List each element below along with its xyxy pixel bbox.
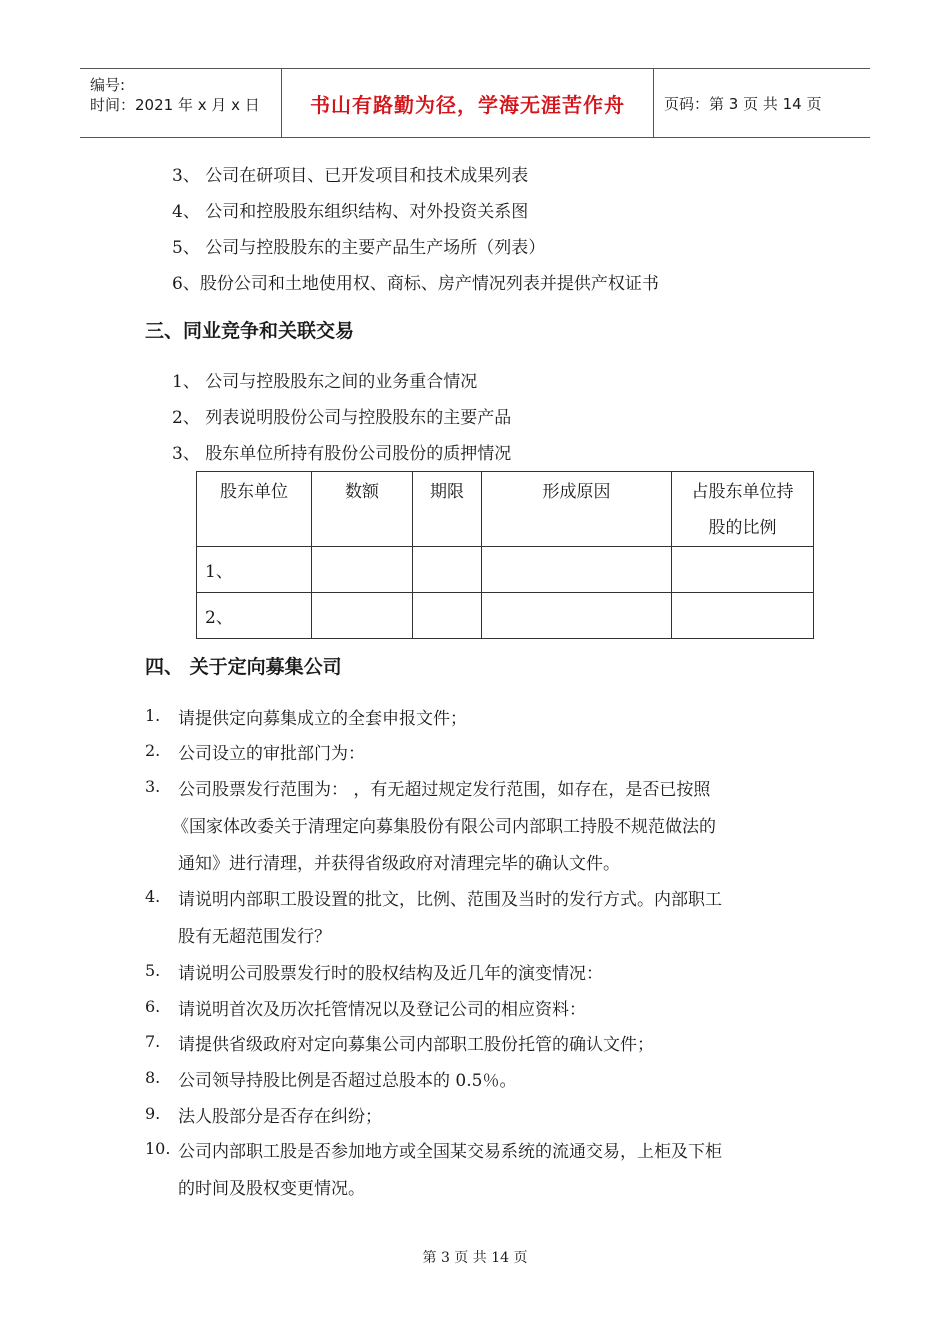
item-number: 8. <box>145 1068 161 1087</box>
list-item: 法人股部分是否存在纠纷； <box>178 1107 382 1127</box>
table-row <box>197 593 814 639</box>
header-divider <box>653 69 654 137</box>
column-header: 数额 <box>312 472 413 547</box>
item-number: 4. <box>145 887 161 906</box>
page-header <box>80 68 870 138</box>
table-cell <box>413 547 482 593</box>
table-cell: 1、 <box>197 547 312 593</box>
list-item: 公司股票发行范围为： ，有无超过规定发行范围，如存在，是否已按照 <box>178 780 711 800</box>
list-item: 1、 公司与控股股东之间的业务重合情况 <box>172 372 478 392</box>
list-item-continuation: 股有无超范围发行？ <box>178 927 331 947</box>
list-item: 3、 股东单位所持有股份公司股份的质押情况 <box>172 444 512 464</box>
list-item-continuation: 的时间及股权变更情况。 <box>178 1179 365 1199</box>
table-cell <box>413 593 482 639</box>
list-item: 公司领导持股比例是否超过总股本的 0.5％。 <box>178 1071 517 1091</box>
list-item: 公司内部职工股是否参加地方或全国某交易系统的流通交易，上柜及下柜 <box>178 1142 722 1162</box>
list-item: 公司设立的审批部门为： <box>178 744 365 764</box>
item-number: 2. <box>145 741 161 760</box>
document-date-label: 时间：2021 年 x 月 x 日 <box>90 96 260 114</box>
item-number: 1. <box>145 706 161 725</box>
header-left <box>90 75 260 115</box>
table-cell <box>672 593 814 639</box>
header-page-label: 页码：第 3 页 共 14 页 <box>664 95 822 113</box>
list-item: 请说明首次及历次托管情况以及登记公司的相应资料： <box>178 1000 586 1020</box>
column-header: 股东单位 <box>197 472 312 547</box>
column-header: 形成原因 <box>482 472 672 547</box>
list-item: 3、 公司在研项目、已开发项目和技术成果列表 <box>172 166 529 186</box>
list-item: 请说明内部职工股设置的批文，比例、范围及当时的发行方式。内部职工 <box>178 890 722 910</box>
list-item-continuation: 通知》进行清理，并获得省级政府对清理完毕的确认文件。 <box>178 854 620 874</box>
column-header: 期限 <box>413 472 482 547</box>
table-row <box>197 547 814 593</box>
pledge-table <box>196 471 814 639</box>
section-heading: 三、同业竞争和关联交易 <box>145 320 355 342</box>
list-item: 4、 公司和控股股东组织结构、对外投资关系图 <box>172 202 529 222</box>
list-item: 请提供省级政府对定向募集公司内部职工股份托管的确认文件； <box>178 1035 654 1055</box>
list-item: 6、股份公司和土地使用权、商标、房产情况列表并提供产权证书 <box>172 274 659 294</box>
item-number: 5. <box>145 961 161 980</box>
column-header <box>672 472 814 547</box>
column-header-line: 占股东单位持 <box>691 482 794 502</box>
item-number: 9. <box>145 1104 161 1123</box>
header-motto: 书山有路勤为径，学海无涯苦作舟 <box>310 92 625 117</box>
table-cell <box>482 593 672 639</box>
document-number-label: 编号: <box>90 76 126 94</box>
table-cell <box>312 547 413 593</box>
section-heading: 四、 关于定向募集公司 <box>145 656 342 678</box>
table-cell <box>672 547 814 593</box>
table-cell <box>482 547 672 593</box>
item-number: 10. <box>145 1139 171 1158</box>
table-cell: 2、 <box>197 593 312 639</box>
item-number: 3. <box>145 777 161 796</box>
table-cell <box>312 593 413 639</box>
table-header-row <box>197 472 814 547</box>
list-item: 请说明公司股票发行时的股权结构及近几年的演变情况： <box>178 964 603 984</box>
column-header-line: 股的比例 <box>708 518 777 538</box>
list-item: 2、 列表说明股份公司与控股股东的主要产品 <box>172 408 512 428</box>
list-item: 5、 公司与控股股东的主要产品生产场所（列表） <box>172 238 546 258</box>
item-number: 6. <box>145 997 161 1016</box>
list-item-continuation: 《国家体改委关于清理定向募集股份有限公司内部职工持股不规范做法的 <box>172 817 716 837</box>
list-item: 请提供定向募集成立的全套申报文件； <box>178 709 467 729</box>
page-footer: 第 3 页 共 14 页 <box>422 1250 528 1266</box>
item-number: 7. <box>145 1032 161 1051</box>
